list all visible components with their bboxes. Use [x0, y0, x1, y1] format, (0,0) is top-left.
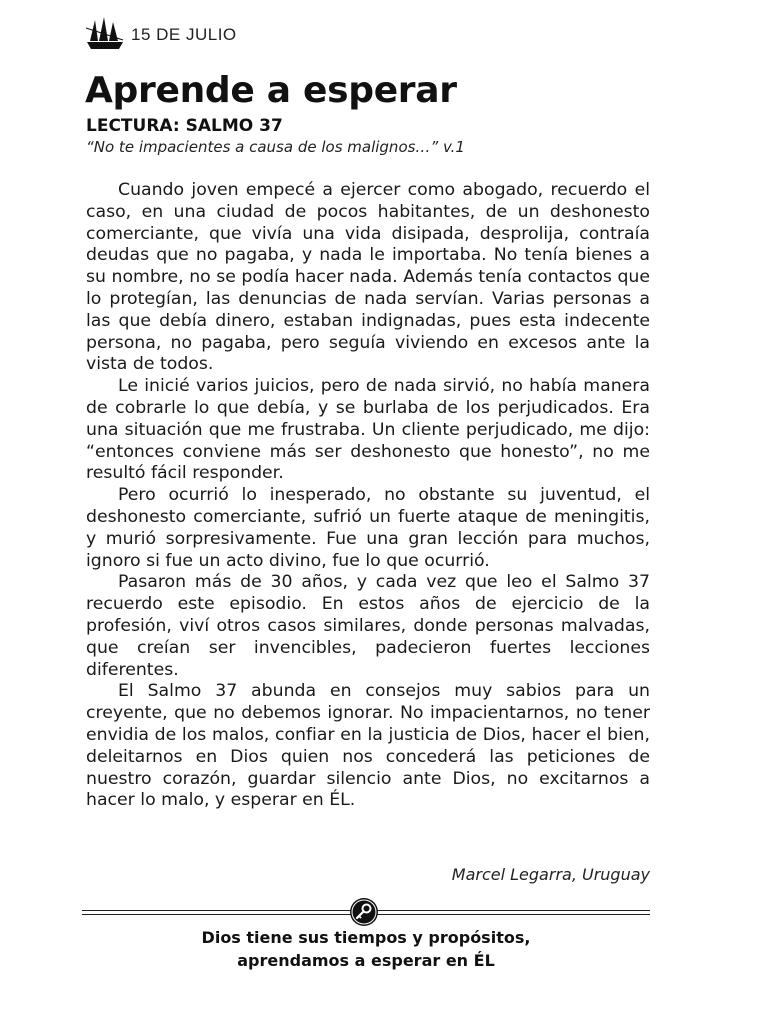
- devotional-body: [86, 180, 650, 812]
- closing-line-2: aprendamos a esperar en ÉL: [237, 951, 495, 970]
- reading-reference: LECTURA: SALMO 37: [86, 116, 283, 136]
- key-icon: [349, 897, 379, 927]
- key-verse: “No te impacientes a causa de los malignos…” v.1: [86, 138, 465, 156]
- sailing-ship-icon: [85, 16, 125, 50]
- body-paragraph: Pasaron más de 30 años, y cada vez que leo el Salmo 37 recuerdo este episodio. En estos años de ejercicio de la profesión, viví otros casos similares, donde personas malvadas, que creían ser invencibles, padecieron fuertes lecciones diferentes.: [86, 572, 650, 680]
- body-paragraph: Cuando joven empecé a ejercer como abogado, recuerdo el caso, en una ciudad de pocos habitantes, de un deshonesto comerciante, que vivía una vida disipada, desprolija, contraía deudas que no pagaba, y nada le importaba. No tenía bienes a su nombre, no se podía hacer nada. Además tenía contactos que lo protegían, las denuncias de nada servían. Varias personas a las que debía dinero, estaban indignadas, pues esta indecente persona, no pagaba, pero seguía viviendo en excesos ante la vista de todos.: [86, 180, 650, 375]
- closing-line-1: Dios tiene sus tiempos y propósitos,: [201, 928, 531, 947]
- author-signature: Marcel Legarra, Uruguay: [451, 865, 650, 884]
- page-header: [85, 16, 237, 50]
- body-paragraph: Le inicié varios juicios, pero de nada sirvió, no había manera de cobrarle lo que debía, y se burlaba de los perjudicados. Era una situación que me frustraba. Un cliente perjudicado, me dijo: “entonces conviene más ser deshonesto que honesto”, no me resultó fácil responder.: [86, 376, 650, 484]
- date-label: 15 DE JULIO: [131, 25, 237, 44]
- body-paragraph: El Salmo 37 abunda en consejos muy sabios para un creyente, que no debemos ignorar. No impacientarnos, no tener envidia de los malos, confiar en la justicia de Dios, hacer el bien, deleitarnos en Dios quien nos concederá las peticiones de nuestro corazón, guardar silencio ante Dios, no excitarnos a hacer lo malo, y esperar en ÉL.: [86, 681, 650, 811]
- closing-thought: [82, 926, 650, 972]
- body-paragraph: Pero ocurrió lo inesperado, no obstante su juventud, el deshonesto comerciante, sufrió un fuerte ataque de meningitis, y murió sorpresivamente. Fue una gran lección para muchos, ignoro si fue un acto divino, fue lo que ocurrió.: [86, 485, 650, 571]
- page-title: Aprende a esperar: [85, 70, 457, 111]
